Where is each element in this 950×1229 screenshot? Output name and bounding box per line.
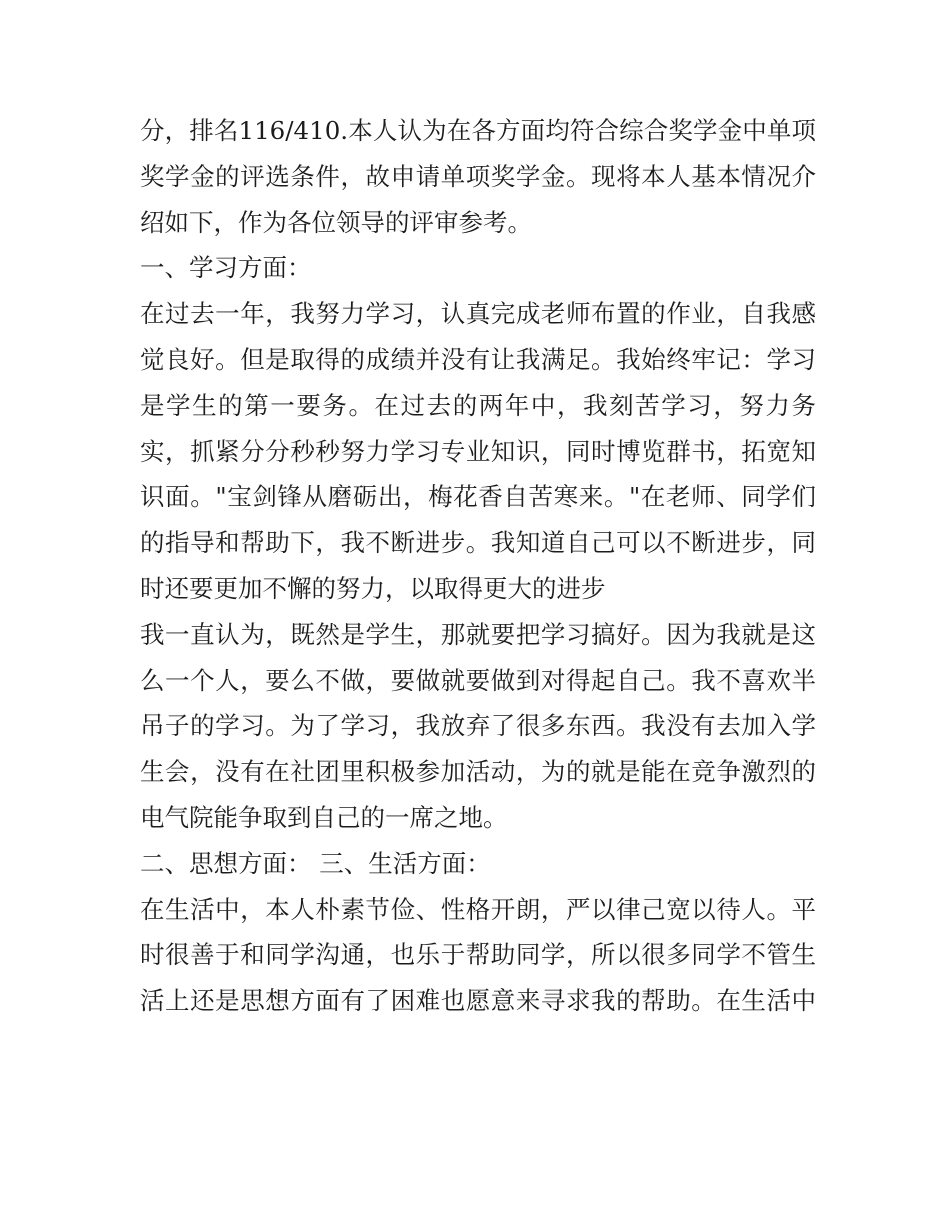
text-line-9: 识面。"宝剑锋从磨砺出，梅花香自苦寒来。"在老师、同学们: [140, 482, 816, 512]
text-line-7: 是学生的第一要务。在过去的两年中，我刻苦学习，努力务: [140, 390, 816, 420]
text-line-13: 么一个人，要么不做，要做就要做到对得起自己。我不喜欢半: [140, 665, 816, 695]
text-line-20: 活上还是思想方面有了困难也愿意来寻求我的帮助。在生活中: [140, 986, 816, 1016]
text-line-16: 电气院能争取到自己的一席之地。: [140, 802, 508, 832]
text-line-12: 我一直认为，既然是学生，那就要把学习搞好。因为我就是这: [140, 619, 816, 649]
section-heading-thought-life: 二、思想方面： 三、生活方面：: [140, 848, 491, 878]
text-line-11: 时还要更加不懈的努力，以取得更大的进步: [140, 573, 606, 603]
text-line-5: 在过去一年，我努力学习，认真完成老师布置的作业，自我感: [140, 299, 816, 329]
text-line-18: 在生活中，本人朴素节俭、性格开朗，严以律己宽以待人。平: [140, 894, 816, 924]
text-line-15: 生会，没有在社团里积极参加活动，为的就是能在竞争激烈的: [140, 757, 816, 787]
text-line-1: 分，排名116/410.本人认为在各方面均符合综合奖学金中单项: [140, 116, 816, 145]
document-body: [140, 108, 816, 1024]
text-line-14: 吊子的学习。为了学习，我放弃了很多东西。我没有去加入学: [140, 711, 816, 741]
text-line-8: 实，抓紧分分秒秒努力学习专业知识，同时博览群书，拓宽知: [140, 436, 816, 466]
text-line-3: 绍如下，作为各位领导的评审参考。: [140, 207, 532, 237]
text-line-2: 奖学金的评选条件，故申请单项奖学金。现将本人基本情况介: [140, 161, 816, 191]
section-heading-study: 一、学习方面：: [140, 253, 312, 283]
text-line-6: 觉良好。但是取得的成绩并没有让我满足。我始终牢记：学习: [140, 344, 816, 374]
text-line-10: 的指导和帮助下，我不断进步。我知道自己可以不断进步，同: [140, 528, 816, 558]
text-line-19: 时很善于和同学沟通，也乐于帮助同学，所以很多同学不管生: [140, 940, 816, 970]
